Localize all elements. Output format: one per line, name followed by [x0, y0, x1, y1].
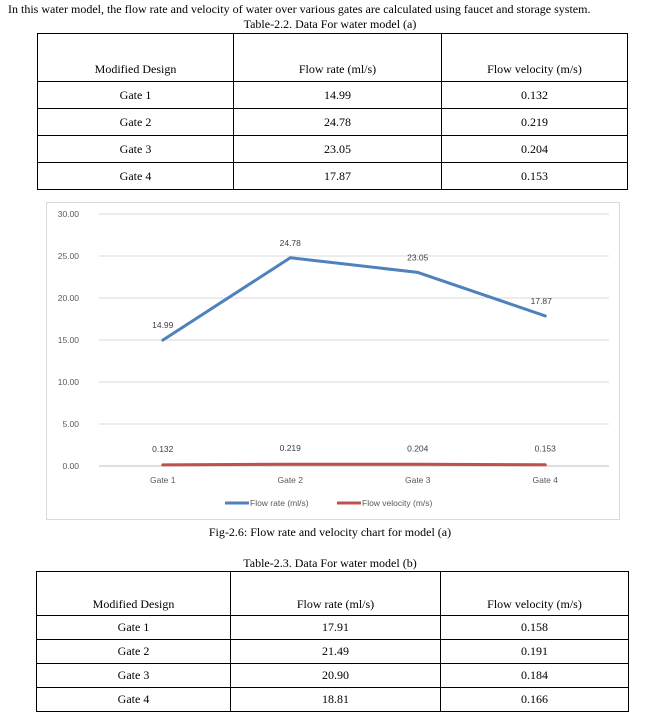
data-label: 14.99: [152, 320, 174, 331]
x-tick-label: Gate 4: [532, 475, 559, 485]
table-cell: Gate 1: [37, 616, 231, 640]
line-chart: [46, 202, 620, 520]
table-cell: Gate 1: [38, 82, 234, 109]
intro-paragraph: In this water model, the flow rate and velocity of water over various gates are calculated using faucet and storage system.: [8, 2, 591, 16]
table-cell: 0.184: [441, 664, 629, 688]
table-b: [36, 571, 629, 712]
data-label: 0.132: [152, 443, 174, 454]
table-row: [37, 664, 629, 688]
table-cell: 17.91: [231, 616, 441, 640]
table-cell: 0.166: [441, 688, 629, 712]
series-line-flow-velocity: [163, 464, 546, 465]
table-cell: Gate 2: [38, 109, 234, 136]
table-row: [37, 640, 629, 664]
table-cell: 0.153: [442, 163, 628, 190]
table-cell: 0.219: [442, 109, 628, 136]
table-row: [38, 163, 628, 190]
chart-svg: [47, 203, 619, 519]
data-label: 23.05: [407, 252, 429, 263]
table-a-caption: Table-2.2. Data For water model (a): [243, 17, 417, 31]
table-row: [37, 616, 629, 640]
figure-caption: Fig-2.6: Flow rate and velocity chart for model (a): [208, 525, 452, 539]
table-cell: 0.204: [442, 136, 628, 163]
table-cell: 0.132: [442, 82, 628, 109]
header-cell: Flow velocity (m/s): [441, 572, 629, 616]
header-cell: Flow rate (ml/s): [234, 34, 442, 82]
table-b-caption: Table-2.3. Data For water model (b): [243, 556, 417, 570]
table-row: [38, 109, 628, 136]
header-cell: Modified Design: [38, 34, 234, 82]
header-cell: Flow velocity (m/s): [442, 34, 628, 82]
table-cell: Gate 3: [38, 136, 234, 163]
data-label: 17.87: [530, 295, 552, 306]
table-cell: Gate 4: [37, 688, 231, 712]
table-cell: 20.90: [231, 664, 441, 688]
y-tick-label: 30.00: [57, 209, 79, 219]
table-cell: 0.191: [441, 640, 629, 664]
table-row: [38, 136, 628, 163]
table-cell: 17.87: [234, 163, 442, 190]
table-cell: 0.158: [441, 616, 629, 640]
y-tick-label: 25.00: [57, 251, 79, 261]
y-tick-label: 5.00: [62, 419, 79, 429]
x-tick-label: Gate 3: [404, 475, 431, 485]
x-tick-label: Gate 2: [277, 475, 304, 485]
table-row: [37, 688, 629, 712]
table-a: [37, 33, 628, 190]
table-header-row: [38, 34, 628, 82]
data-label: 0.153: [534, 443, 556, 454]
y-tick-label: 15.00: [57, 335, 79, 345]
y-tick-label: 0.00: [62, 461, 79, 471]
table-cell: 24.78: [234, 109, 442, 136]
header-cell: Flow rate (ml/s): [231, 572, 441, 616]
legend-label: Flow rate (ml/s): [250, 498, 309, 508]
y-tick-label: 10.00: [57, 377, 79, 387]
table-cell: Gate 4: [38, 163, 234, 190]
data-label: 0.219: [279, 443, 301, 454]
table-cell: Gate 3: [37, 664, 231, 688]
table-cell: 23.05: [234, 136, 442, 163]
legend-label: Flow velocity (m/s): [362, 498, 433, 508]
data-label: 0.204: [407, 443, 429, 454]
table-cell: 21.49: [231, 640, 441, 664]
x-tick-label: Gate 1: [149, 475, 176, 485]
series-line-flow-rate: [163, 258, 546, 340]
table-cell: 18.81: [231, 688, 441, 712]
table-row: [38, 82, 628, 109]
y-tick-label: 20.00: [57, 293, 79, 303]
data-label: 24.78: [279, 237, 301, 248]
table-cell: Gate 2: [37, 640, 231, 664]
header-cell: Modified Design: [37, 572, 231, 616]
table-cell: 14.99: [234, 82, 442, 109]
table-header-row: [37, 572, 629, 616]
